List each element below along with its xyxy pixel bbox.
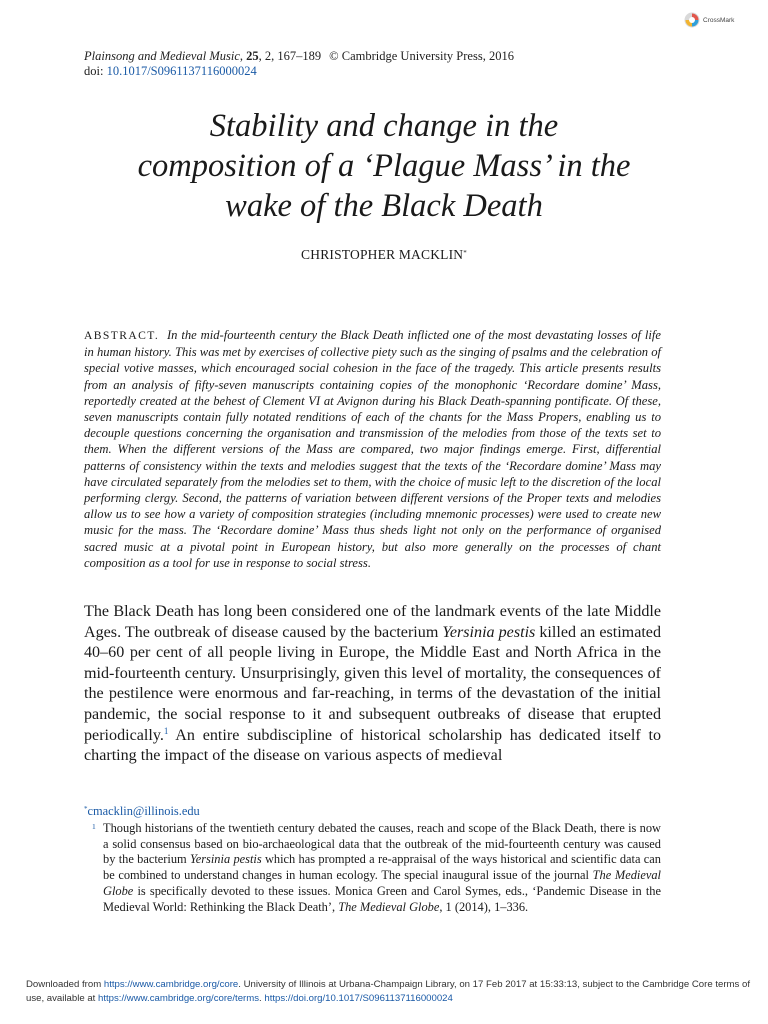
abstract-label: ABSTRACT. [84, 329, 160, 342]
cambridge-core-link[interactable]: https://www.cambridge.org/core [103, 979, 239, 990]
fn-span: is specifically devoted to these issues. Monica Green and Carol Symes, eds., ‘Pandemic Disease in the Medieval World: Rethinking the Black Death’, [103, 883, 661, 914]
fn-span: Though historians of the twentieth century debated the causes, reach and scope of the Black Death, there is now a solid consensus based on bio-archaeological data that the outbreak of the mid-fourteenth century was caused by the bacterium [103, 820, 661, 867]
fn-italic: Yersinia pestis [189, 852, 262, 867]
crossmark-badge[interactable] [684, 12, 734, 28]
title-line: wake of the Black Death [225, 188, 543, 224]
journal-name: Plainsong and Medieval Music [84, 49, 240, 63]
author-name [84, 247, 684, 263]
doi-prefix: doi: [84, 64, 107, 78]
journal-issue-pages: , 2, 167–189 [258, 49, 322, 63]
copyright-notice: © Cambridge University Press, 2016 [329, 49, 514, 63]
body-text-span: The Black Death has long been considered one of the landmark events of the late Middle Ages. The outbreak of disease caused by the bacterium [84, 603, 661, 641]
footnote-text [103, 821, 661, 916]
title-line: Stability and change in the [209, 108, 559, 144]
body-paragraph [84, 602, 661, 767]
crossmark-label: CrossMark [703, 16, 735, 24]
download-notice [26, 978, 766, 1005]
fn-span: , 1 (2014), 1–336. [439, 899, 529, 914]
footnotes [84, 802, 661, 916]
abstract [84, 327, 661, 571]
fn-italic: The Medieval Globe [103, 868, 661, 898]
fn-span: which has prompted a re-appraisal of the ways historical and scientific data can be combined to understand changes in human ecology. The special inaugural issue of the journal [103, 852, 661, 883]
footnote-1 [84, 821, 661, 916]
fn-italic: The Medieval Globe [338, 899, 440, 914]
doi-url-link[interactable]: https://doi.org/10.1017/S0961137116000024 [264, 992, 453, 1004]
author-footnote-mark[interactable]: * [463, 249, 467, 257]
footnote-ref-1[interactable]: 1 [163, 725, 169, 736]
doi-line [84, 64, 257, 79]
author-name-text: CHRISTOPHER MACKLIN [301, 247, 464, 262]
crossmark-icon [684, 12, 700, 28]
body-text-span: An entire subdiscipline of historical scholarship has dedicated itself to charting the impact of the disease on various aspects of medieval [84, 726, 661, 765]
body-text-span: killed an estimated 40–60 per cent of all people living in Europe, the Middle East and North Africa in the mid-fourteenth century. Unsurprisingly, given this level of mortality, the consequences of the pestilence were enormous and far-reaching, in terms of the devastation of the initial pandemic, the social response to it and subsequent outbreaks of disease that erupted periodically. [84, 623, 661, 744]
notice-text: . University of Illinois at Urbana-Champaign Library, on 17 Feb 2017 at 15:33:13, subject to the Cambridge Core terms of use, available at [26, 979, 750, 1004]
doi-link[interactable]: 10.1017/S0961137116000024 [106, 64, 257, 78]
journal-volume: 25 [246, 49, 259, 63]
article-title [84, 106, 684, 226]
footnote-number[interactable]: 1 [92, 821, 96, 831]
author-email-link[interactable]: cmacklin@illinois.edu [87, 804, 200, 818]
journal-citation: Plainsong and Medieval Music, 25, 2, 167–189 © Cambridge University Press, 2016 [84, 49, 514, 63]
title-line: composition of a ‘Plague Mass’ in the [137, 148, 631, 184]
email-mark: * [84, 805, 88, 813]
body-italic-term: Yersinia pestis [442, 623, 536, 641]
abstract-text: In the mid-fourteenth century the Black Death inflicted one of the most devastating losses of life in human history. This was met by exercises of collective piety such as the singing of psalms and the celebration of special votive masses, which encouraged social cohesion in the face of the tragedy. This article presents results from an analysis of fifty-seven manuscripts containing copies of the monophonic ‘Recordare domine’ Mass, reportedly created at the behest of Clement VI at Avignon during his Black Death-spanning pontificate. Of these, seven manuscripts contain fully notated renditions of each of the chants for the Mass Propers, enabling us to decouple questions concerning the organisation and transmission of the melodies from those of the texts set to them. When the different versions of the Mass are compared, two major findings emerge. First, differential patterns of consistency within the texts and melodies suggest that the texts of the ‘Recordare domine’ Mass may have circulated separately from the melodies set to them, with the choice of music left to the discretion of the local performing clergy. Second, the patterns of variation between different versions of the Proper texts and melodies allow us to see how a variety of composition strategies (including mnemonic processes) were used to create new music for the mass. The ‘Recordare domine’ Mass thus sheds light not only on the performance of organised sacred music at a pivotal point in European history, but also more generally on the processes of chant composition as a tool for use in response to social stress. [84, 328, 662, 570]
terms-link[interactable]: https://www.cambridge.org/core/terms [98, 992, 260, 1004]
notice-text: . [259, 992, 265, 1004]
author-email-note [84, 802, 661, 820]
notice-text: Downloaded from [26, 979, 104, 990]
